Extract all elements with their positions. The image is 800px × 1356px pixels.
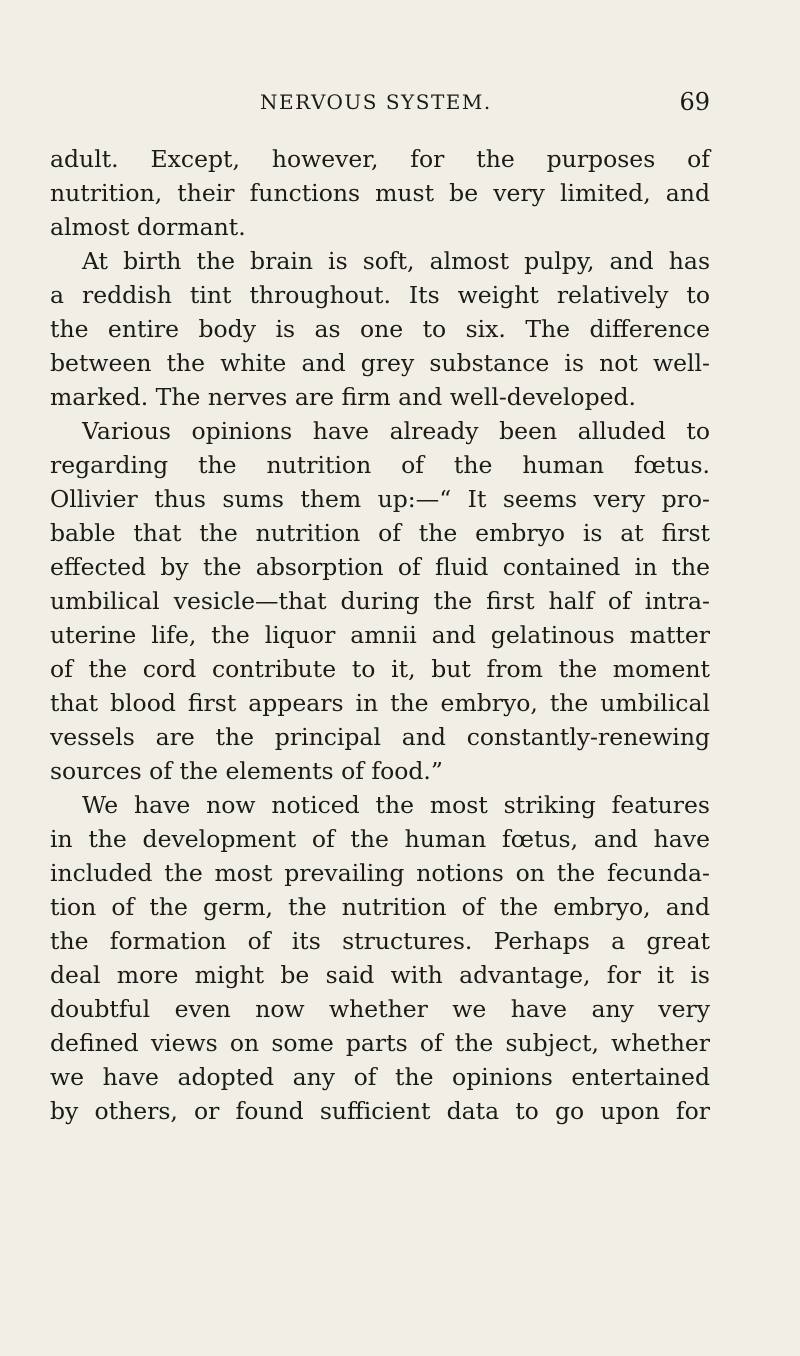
text-line: nutrition, their functions must be very limited, and: [50, 179, 710, 207]
text-line: regarding the nutrition of the human fœtus.: [50, 451, 710, 479]
page-number: 69: [679, 88, 710, 116]
text-line: marked. The nerves are firm and well-developed.: [50, 383, 637, 411]
text-line: effected by the absorption of fluid contained in the: [50, 553, 710, 581]
text-line: included the most prevailing notions on the fecunda-: [50, 859, 710, 887]
text-line: umbilical vesicle—that during the first half of intra-: [50, 587, 710, 615]
text-line: defined views on some parts of the subject, whether: [50, 1029, 710, 1057]
text-line: between the white and grey substance is not well-: [50, 349, 710, 377]
text-line: in the development of the human fœtus, and have: [50, 825, 710, 853]
body-text: [50, 142, 710, 1128]
text-line: At birth the brain is soft, almost pulpy, and has: [82, 247, 710, 275]
text-line: deal more might be said with advantage, for it is: [50, 961, 710, 989]
text-line: Various opinions have already been alluded to: [82, 417, 710, 445]
text-line: the formation of its structures. Perhaps a great: [50, 927, 710, 955]
text-line: we have adopted any of the opinions entertained: [50, 1063, 710, 1091]
text-line: adult. Except, however, for the purposes of: [50, 145, 710, 173]
text-line: a reddish tint throughout. Its weight relatively to: [50, 281, 710, 309]
text-line: doubtful even now whether we have any very: [50, 995, 710, 1023]
text-line: uterine life, the liquor amnii and gelatinous matter: [50, 621, 710, 649]
running-head-title: NERVOUS SYSTEM.: [260, 90, 492, 114]
text-line: bable that the nutrition of the embryo is at first: [50, 519, 710, 547]
text-line: vessels are the principal and constantly-renewing: [50, 723, 710, 751]
text-line: almost dormant.: [50, 213, 246, 241]
text-line: Ollivier thus sums them up:—“ It seems very pro-: [50, 485, 710, 513]
running-head: [50, 90, 710, 120]
text-line: the entire body is as one to six. The difference: [50, 315, 710, 343]
text-line: tion of the germ, the nutrition of the embryo, and: [50, 893, 710, 921]
text-line: that blood first appears in the embryo, the umbilical: [50, 689, 710, 717]
text-line: We have now noticed the most striking features: [82, 791, 710, 819]
text-line: of the cord contribute to it, but from the moment: [50, 655, 710, 683]
text-line: sources of the elements of food.”: [50, 757, 443, 785]
text-line: by others, or found sufficient data to go upon for: [50, 1097, 710, 1125]
